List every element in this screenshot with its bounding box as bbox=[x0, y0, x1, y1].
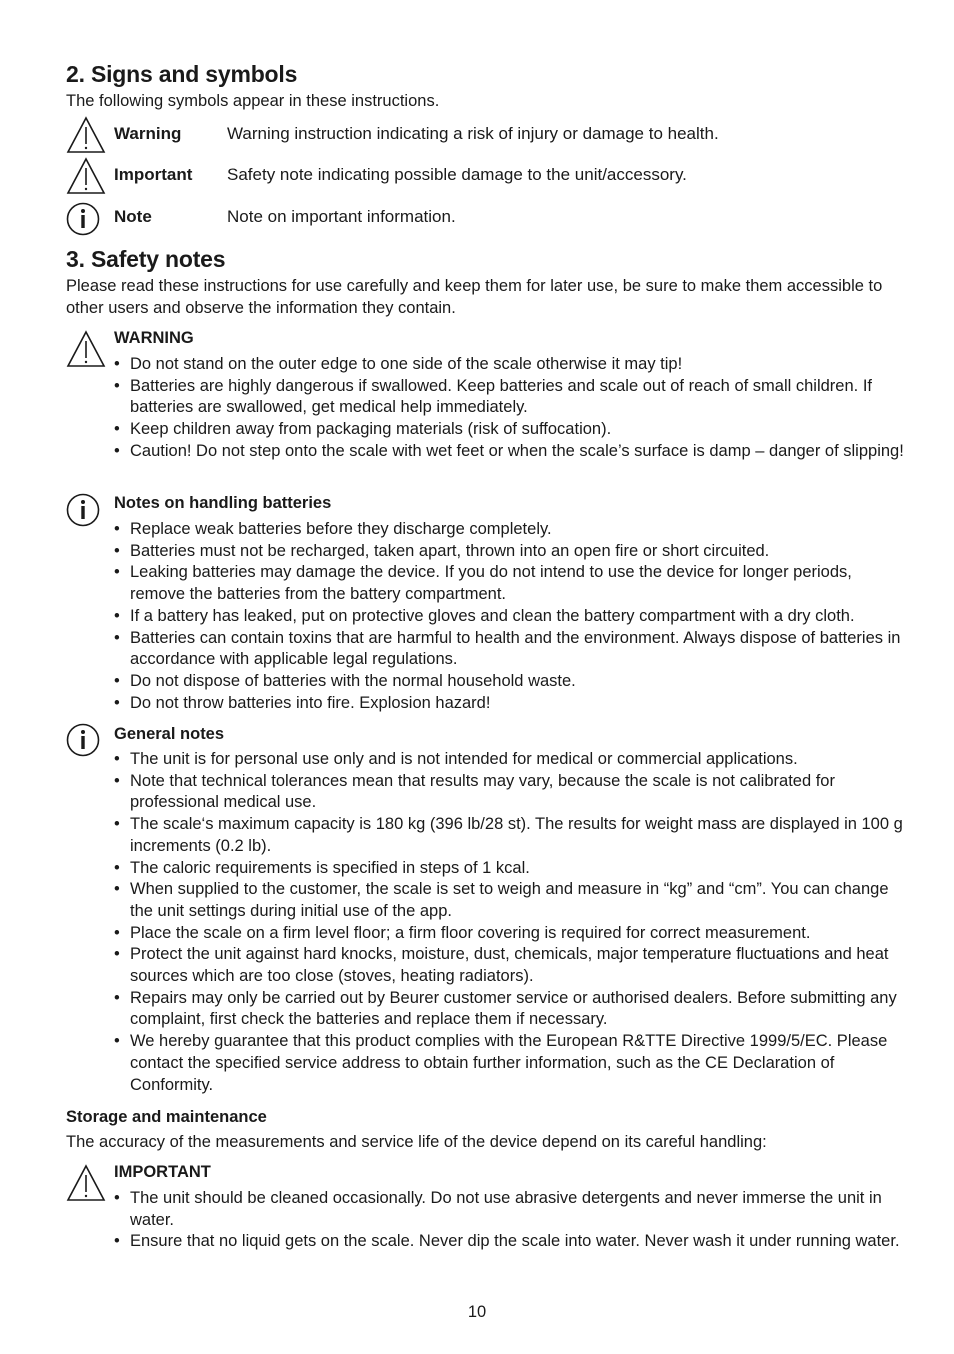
general-notes-title: General notes bbox=[114, 725, 225, 743]
symbol-row-warning bbox=[66, 116, 906, 156]
warning-triangle-icon bbox=[66, 330, 106, 368]
general-notes-list bbox=[114, 749, 904, 1096]
list-item: • Caution! Do not step onto the scale with wet feet or when the scale’s surface is damp – danger of slipping! bbox=[114, 441, 904, 463]
symbol-row-note bbox=[66, 202, 906, 242]
list-item: • We hereby guarantee that this product complies with the European R&TTE Directive 1999/5/EC. Please contact the specified service address to obtain further information, such as the CE Declaration of Conformity. bbox=[114, 1031, 904, 1096]
batteries-list bbox=[114, 519, 904, 714]
symbol-term: Warning bbox=[114, 124, 182, 143]
list-item: • The unit is for personal use only and is not intended for medical or commercial applications. bbox=[114, 749, 904, 771]
warning-triangle-icon bbox=[66, 157, 106, 195]
symbol-description: Warning instruction indicating a risk of injury or damage to health. bbox=[227, 124, 719, 143]
symbol-description: Safety note indicating possible damage to the unit/accessory. bbox=[227, 165, 687, 184]
warning-triangle-icon bbox=[66, 1164, 106, 1202]
section-intro: Please read these instructions for use carefully and keep them for later use, be sure to make them accessible to other users and observe the information they contain. bbox=[66, 277, 883, 317]
symbol-row-important bbox=[66, 157, 906, 197]
list-item: • Ensure that no liquid gets on the scale. Never dip the scale into water. Never wash it under running water. bbox=[114, 1231, 904, 1253]
list-item: • Do not throw batteries into fire. Explosion hazard! bbox=[114, 693, 904, 715]
warning-list bbox=[114, 354, 904, 463]
symbol-term: Note bbox=[114, 207, 152, 226]
list-item: • If a battery has leaked, put on protective gloves and clean the battery compartment with a dry cloth. bbox=[114, 606, 904, 628]
batteries-title: Notes on handling batteries bbox=[114, 494, 332, 512]
storage-intro: The accuracy of the measurements and service life of the device depend on its careful handling: bbox=[66, 1133, 767, 1151]
important-title: IMPORTANT bbox=[114, 1163, 211, 1181]
list-item: • Repairs may only be carried out by Beurer customer service or authorised dealers. Before submitting any complaint, first check the batteries and replace them if necessary. bbox=[114, 988, 904, 1031]
list-item: • The caloric requirements is specified in steps of 1 kcal. bbox=[114, 858, 904, 880]
warning-triangle-icon bbox=[66, 116, 106, 154]
list-item: • Replace weak batteries before they discharge completely. bbox=[114, 519, 904, 541]
section-intro: The following symbols appear in these instructions. bbox=[66, 92, 440, 110]
storage-title: Storage and maintenance bbox=[66, 1108, 267, 1126]
important-list bbox=[114, 1188, 904, 1253]
list-item: • Batteries can contain toxins that are harmful to health and the environment. Always dispose of batteries in accordance with applicable legal regulations. bbox=[114, 628, 904, 671]
list-item: • The scale‘s maximum capacity is 180 kg (396 lb/28 st). The results for weight mass are displayed in 100 g increments (0.2 lb). bbox=[114, 814, 904, 857]
info-circle-icon bbox=[66, 493, 100, 527]
symbol-description: Note on important information. bbox=[227, 207, 456, 226]
list-item: • Batteries are highly dangerous if swallowed. Keep batteries and scale out of reach of small children. If batteries are swallowed, get medical help immediately. bbox=[114, 376, 904, 419]
symbol-term: Important bbox=[114, 165, 193, 184]
warning-title: WARNING bbox=[114, 329, 194, 347]
list-item: • Note that technical tolerances mean that results may vary, because the scale is not calibrated for professional medical use. bbox=[114, 771, 904, 814]
list-item: • When supplied to the customer, the scale is set to weigh and measure in “kg” and “cm”. You can change the unit settings during initial use of the app. bbox=[114, 879, 904, 922]
list-item: • Keep children away from packaging materials (risk of suffocation). bbox=[114, 419, 904, 441]
list-item: • Leaking batteries may damage the device. If you do not intend to use the device for longer periods, remove the batteries from the battery compartment. bbox=[114, 562, 904, 605]
list-item: • Do not dispose of batteries with the normal household waste. bbox=[114, 671, 904, 693]
list-item: • Batteries must not be recharged, taken apart, thrown into an open fire or short circuited. bbox=[114, 541, 904, 563]
info-circle-icon bbox=[66, 202, 100, 236]
list-item: • Place the scale on a firm level floor; a firm floor covering is required for correct measurement. bbox=[114, 923, 904, 945]
section-heading-safety-notes: 3. Safety notes bbox=[66, 246, 226, 272]
section-heading-signs-symbols: 2. Signs and symbols bbox=[66, 61, 298, 87]
list-item: • Protect the unit against hard knocks, moisture, dust, chemicals, major temperature fluctuations and heat sources which are too close (stoves, heating radiators). bbox=[114, 944, 904, 987]
list-item: • Do not stand on the outer edge to one side of the scale otherwise it may tip! bbox=[114, 354, 904, 376]
list-item: • The unit should be cleaned occasionally. Do not use abrasive detergents and never immerse the unit in water. bbox=[114, 1188, 904, 1231]
info-circle-icon bbox=[66, 723, 100, 757]
page-number: 10 bbox=[467, 1303, 487, 1321]
